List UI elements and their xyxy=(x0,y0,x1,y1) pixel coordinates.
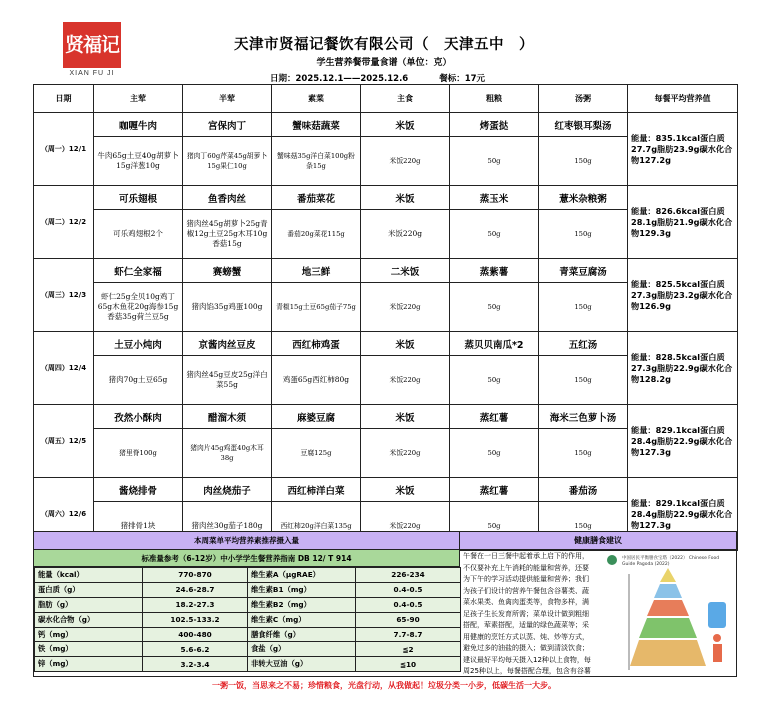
col-header-staple: 主食 xyxy=(361,85,450,113)
logo-subtext: XIAN FU JI xyxy=(69,70,115,77)
food-pagoda-icon xyxy=(600,552,736,676)
reference-nutrient-value: 226-234 xyxy=(356,568,461,583)
dish-staple: 米饭 xyxy=(361,478,450,502)
logo-mark: 贤福记 xyxy=(63,22,121,68)
reference-row xyxy=(35,597,461,612)
dish-vegetable: 西红柿鸡蛋 xyxy=(272,332,361,356)
reference-row xyxy=(35,642,461,657)
dish-coarse-grain-ingredients: 50g xyxy=(450,429,539,478)
dish-staple-ingredients: 米饭220g xyxy=(361,283,450,332)
reference-nutrient-label: 维生素A（μgRAE） xyxy=(248,568,356,583)
reference-nutrient-label: 铁（mg） xyxy=(35,642,143,657)
dish-main-meat: 土豆小炖肉 xyxy=(94,332,183,356)
dish-main-meat-ingredients: 虾仁25g全贝10g鸡丁65g木鱼花20g海参15g香菇35g荷兰豆5g xyxy=(94,283,183,332)
dish-main-meat: 孜然小酥肉 xyxy=(94,405,183,429)
dish-half-meat: 京酱肉丝豆皮 xyxy=(183,332,272,356)
dish-vegetable: 地三鲜 xyxy=(272,259,361,283)
reference-nutrient-value: 24.6-28.7 xyxy=(143,582,248,597)
dish-half-meat-ingredients: 猪肉片45g鸡蛋40g木耳38g xyxy=(183,429,272,478)
nutrition-value: 能量：825.5kcal蛋白质27.3g脂肪23.2g碳水化合物126.9g xyxy=(628,259,738,332)
col-header-main-meat: 主荤 xyxy=(94,85,183,113)
reference-table xyxy=(34,567,461,672)
dish-half-meat-ingredients: 猪肉丝45g胡萝卜25g青椒12g土豆25g木耳10g香菇15g xyxy=(183,210,272,259)
reference-nutrient-label: 蛋白质（g） xyxy=(35,582,143,597)
reference-row xyxy=(35,612,461,627)
nutrition-value: 能量：829.1kcal蛋白质28.4g脂肪22.9g碳水化合物127.3g xyxy=(628,405,738,478)
pagoda-title: 中国居民平衡膳食宝塔（2022） Chinese Food Guide Pagoda (2022) xyxy=(622,556,720,567)
dish-coarse-grain: 蒸紫薯 xyxy=(450,259,539,283)
dish-vegetable: 蟹味菇蔬菜 xyxy=(272,113,361,137)
reference-header: 本周菜单平均营养素推荐摄入量 xyxy=(34,532,460,550)
dish-soup: 番茄汤 xyxy=(539,478,628,502)
dish-staple: 米饭 xyxy=(361,113,450,137)
dish-main-meat-ingredients: 猪肉70g土豆65g xyxy=(94,356,183,405)
menu-header-row xyxy=(34,85,738,113)
dish-soup-ingredients: 150g xyxy=(539,429,628,478)
dish-half-meat-ingredients: 猪肉丝45g豆皮25g洋白菜55g xyxy=(183,356,272,405)
reference-nutrient-value: 3.2-3.4 xyxy=(143,657,248,672)
dish-staple: 二米饭 xyxy=(361,259,450,283)
reference-nutrient-value: 18.2-27.3 xyxy=(143,597,248,612)
dish-half-meat: 醋溜木须 xyxy=(183,405,272,429)
dish-coarse-grain: 蒸玉米 xyxy=(450,186,539,210)
dish-coarse-grain: 蒸红薯 xyxy=(450,405,539,429)
dish-vegetable-ingredients: 豆腐125g xyxy=(272,429,361,478)
dish-main-meat: 可乐翅根 xyxy=(94,186,183,210)
reference-nutrient-value: 7.7-8.7 xyxy=(356,627,461,642)
page-title: 天津市贤福记餐饮有限公司（ 天津五中 ） xyxy=(234,37,534,53)
reference-nutrient-label: 维生素C（mg） xyxy=(248,612,356,627)
slogan: 一粥一饭，当思来之不易；珍惜粮食，光盘行动，从我做起！垃圾分类一小步，低碳生活一大步。 xyxy=(212,681,556,690)
reference-nutrient-label: 非转大豆油（g） xyxy=(248,657,356,672)
reference-nutrient-value: 770-870 xyxy=(143,568,248,583)
reference-row xyxy=(35,627,461,642)
reference-nutrient-value: ≦2 xyxy=(356,642,461,657)
advice-header: 健康膳食建议 xyxy=(460,532,736,550)
dish-coarse-grain-ingredients: 50g xyxy=(450,137,539,186)
reference-nutrient-value: 0.4-0.5 xyxy=(356,597,461,612)
page-subtitle: 学生营养餐带量食谱（单位：克） xyxy=(316,58,452,68)
reference-nutrient-label: 能量（kcal） xyxy=(35,568,143,583)
col-header-vegetable: 素菜 xyxy=(272,85,361,113)
dish-main-meat-ingredients: 牛肉65g土豆40g胡萝卜15g洋葱10g xyxy=(94,137,183,186)
reference-nutrient-label: 膳食纤维（g） xyxy=(248,627,356,642)
nutrition-value: 能量：826.6kcal蛋白质28.1g脂肪21.9g碳水化合物129.3g xyxy=(628,186,738,259)
col-header-nutrition: 每餐平均营养值 xyxy=(628,85,738,113)
dish-coarse-grain-ingredients: 50g xyxy=(450,502,539,551)
day-label: （周二）12/2 xyxy=(34,186,94,259)
dish-vegetable: 番茄菜花 xyxy=(272,186,361,210)
reference-nutrient-label: 钙（mg） xyxy=(35,627,143,642)
dish-soup: 薏米杂粮粥 xyxy=(539,186,628,210)
reference-nutrient-value: 65-90 xyxy=(356,612,461,627)
dish-vegetable-ingredients: 蟹味菇35g洋白菜100g粉条15g xyxy=(272,137,361,186)
dish-half-meat-ingredients: 猪肉丁60g芹菜45g胡萝卜15g果仁10g xyxy=(183,137,272,186)
reference-nutrient-label: 锌（mg） xyxy=(35,657,143,672)
dish-staple: 米饭 xyxy=(361,405,450,429)
dish-coarse-grain: 烤蛋挞 xyxy=(450,113,539,137)
dish-coarse-grain-ingredients: 50g xyxy=(450,210,539,259)
dish-staple: 米饭 xyxy=(361,332,450,356)
menu-row-dishes xyxy=(34,186,738,210)
menu-row-dishes xyxy=(34,113,738,137)
reference-nutrient-label: 脂肪（g） xyxy=(35,597,143,612)
dish-soup: 青菜豆腐汤 xyxy=(539,259,628,283)
dish-soup: 海米三色萝卜汤 xyxy=(539,405,628,429)
nutrition-reference-section xyxy=(33,531,737,677)
dish-main-meat: 咖喱牛肉 xyxy=(94,113,183,137)
dish-coarse-grain-ingredients: 50g xyxy=(450,283,539,332)
dish-staple-ingredients: 米饭220g xyxy=(361,429,450,478)
dish-soup-ingredients: 150g xyxy=(539,210,628,259)
dish-half-meat: 赛螃蟹 xyxy=(183,259,272,283)
date-range: 日期：2025.12.1——2025.12.6 xyxy=(270,74,409,84)
day-label: （周五）12/5 xyxy=(34,405,94,478)
reference-row xyxy=(35,582,461,597)
dish-staple: 米饭 xyxy=(361,186,450,210)
reference-row xyxy=(35,657,461,672)
col-header-half-meat: 半荤 xyxy=(183,85,272,113)
menu-row-dishes xyxy=(34,332,738,356)
menu-table xyxy=(33,84,738,551)
reference-nutrient-value: ≦10 xyxy=(356,657,461,672)
day-label: （周六）12/6 xyxy=(34,478,94,551)
dish-main-meat: 虾仁全家福 xyxy=(94,259,183,283)
date-line xyxy=(270,72,485,84)
dish-soup-ingredients: 150g xyxy=(539,137,628,186)
dish-half-meat-ingredients: 猪肉馅35g鸡蛋100g xyxy=(183,283,272,332)
reference-nutrient-value: 5.6-6.2 xyxy=(143,642,248,657)
day-label: （周一）12/1 xyxy=(34,113,94,186)
reference-nutrient-value: 400-480 xyxy=(143,627,248,642)
dish-half-meat-ingredients: 猪肉丝30g茄子180g xyxy=(183,502,272,551)
dish-staple-ingredients: 米饭220g xyxy=(361,356,450,405)
dish-coarse-grain: 蒸贝贝南瓜*2 xyxy=(450,332,539,356)
day-label: （周四）12/4 xyxy=(34,332,94,405)
reference-nutrient-label: 食盐（g） xyxy=(248,642,356,657)
dish-half-meat: 宫保肉丁 xyxy=(183,113,272,137)
dish-soup-ingredients: 150g xyxy=(539,356,628,405)
dish-soup: 红枣银耳梨汤 xyxy=(539,113,628,137)
dish-coarse-grain: 蒸红薯 xyxy=(450,478,539,502)
dish-vegetable-ingredients: 西红柿20g洋白菜135g xyxy=(272,502,361,551)
menu-row-dishes xyxy=(34,405,738,429)
dish-half-meat: 鱼香肉丝 xyxy=(183,186,272,210)
reference-standard: 标准量参考（6-12岁）中小学学生餐营养指南 DB 12/ T 914 xyxy=(34,550,460,567)
day-label: （周三）12/3 xyxy=(34,259,94,332)
dish-vegetable: 麻婆豆腐 xyxy=(272,405,361,429)
dish-main-meat-ingredients: 猪排骨1块 xyxy=(94,502,183,551)
food-pagoda-image xyxy=(600,552,736,676)
dish-vegetable-ingredients: 鸡蛋65g西红柿80g xyxy=(272,356,361,405)
reference-nutrient-value: 102.5-133.2 xyxy=(143,612,248,627)
reference-nutrient-label: 碳水化合物（g） xyxy=(35,612,143,627)
col-header-soup: 汤粥 xyxy=(539,85,628,113)
dish-soup: 五红汤 xyxy=(539,332,628,356)
nutrition-value: 能量：835.1kcal蛋白质27.7g脂肪23.9g碳水化合物127.2g xyxy=(628,113,738,186)
col-header-coarse-grain: 粗粮 xyxy=(450,85,539,113)
dish-soup-ingredients: 150g xyxy=(539,502,628,551)
dish-vegetable-ingredients: 青椒15g土豆65g茄子75g xyxy=(272,283,361,332)
menu-row-dishes xyxy=(34,478,738,502)
nutrition-value: 能量：829.1kcal蛋白质28.4g脂肪22.9g碳水化合物127.3g xyxy=(628,478,738,551)
meal-standard: 餐标：17元 xyxy=(439,74,486,84)
dish-half-meat: 肉丝烧茄子 xyxy=(183,478,272,502)
menu-row-dishes xyxy=(34,259,738,283)
dish-main-meat: 酱烧排骨 xyxy=(94,478,183,502)
dish-staple-ingredients: 米饭220g xyxy=(361,137,450,186)
dish-staple-ingredients: 米饭220g xyxy=(361,210,450,259)
dish-coarse-grain-ingredients: 50g xyxy=(450,356,539,405)
dish-main-meat-ingredients: 猪里脊100g xyxy=(94,429,183,478)
reference-row xyxy=(35,568,461,583)
dish-staple-ingredients: 米饭220g xyxy=(361,502,450,551)
dish-vegetable: 西红柿洋白菜 xyxy=(272,478,361,502)
dish-soup-ingredients: 150g xyxy=(539,283,628,332)
diet-advice-text: 午餐在一日三餐中起着承上启下的作用，不仅要补充上午消耗的能量和营养，还要为下午的学习活动提供能量和营养；我们为孩子们设计的营养午餐包含谷薯类、蔬菜水果类、鱼禽肉蛋类等，食物多样，满足孩子生长发育所需；菜单设计做到粗细搭配，荤素搭配，适量的绿色蔬菜等；采用健康的烹饪方式以蒸、炖、炒等方式，避免过多的油盐的摄入；做到清淡饮食；建议最好平均每天摄入12种以上食物，每周25种以上，每餐搭配合理，包含有谷薯 xyxy=(463,552,591,675)
col-header-date: 日期 xyxy=(34,85,94,113)
reference-nutrient-value: 0.4-0.5 xyxy=(356,582,461,597)
reference-nutrient-label: 维生素B1（mg） xyxy=(248,582,356,597)
dish-vegetable-ingredients: 番茄20g菜花115g xyxy=(272,210,361,259)
reference-nutrient-label: 维生素B2（mg） xyxy=(248,597,356,612)
nutrition-value: 能量：828.5kcal蛋白质27.3g脂肪22.9g碳水化合物128.2g xyxy=(628,332,738,405)
dish-main-meat-ingredients: 可乐鸡翅根2个 xyxy=(94,210,183,259)
